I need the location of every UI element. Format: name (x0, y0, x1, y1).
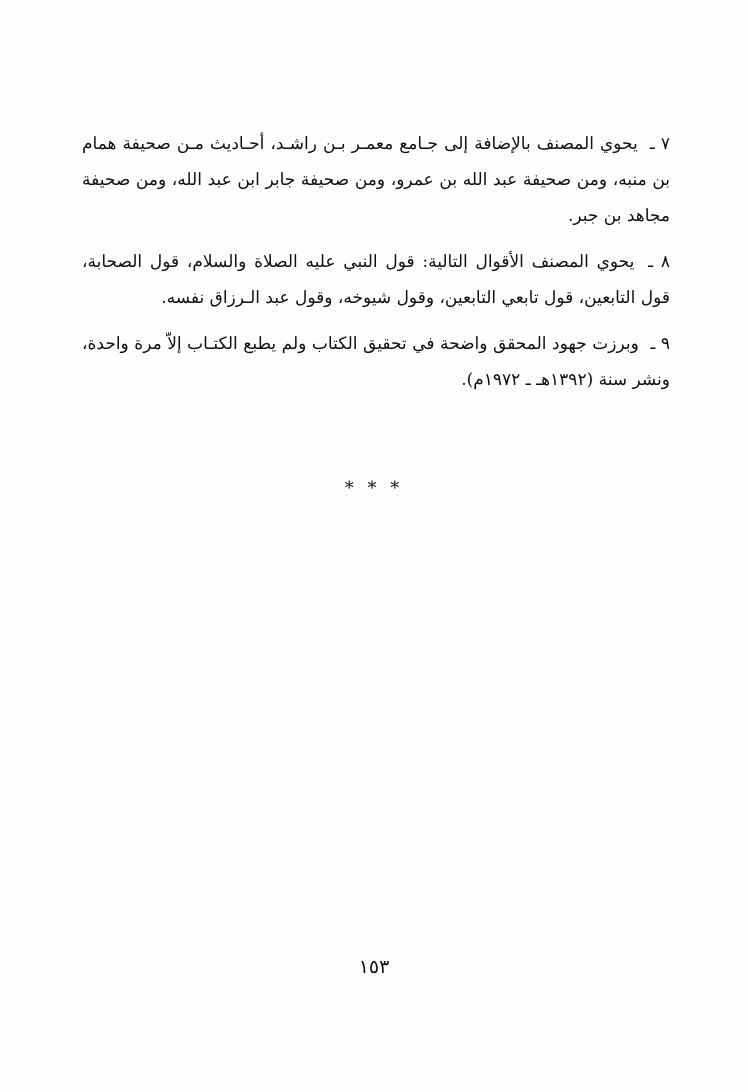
paragraph-text: يحوي المصنف الأقوال التالية: قول النبي عليه الصلاة والسلام، قول الصحابة، قول التابعين، قول تابعي التابعين، وقول شيوخه، وقول عبد الـرزاق نفسه. (82, 252, 670, 308)
paragraph-9 (82, 326, 670, 398)
paragraph-number: ٨ ـ (648, 252, 670, 272)
paragraph-text: وبرزت جهود المحقق واضحة في تحقيق الكتاب ولم يطبع الكتـاب إلاّ مرة واحدة، ونشر سنة (١٣٩٢هـ ـ ١٩٧٢م). (82, 334, 670, 390)
paragraph-number: ٧ ـ (649, 134, 670, 154)
page-number: ١٥٣ (358, 956, 390, 978)
body-text (82, 126, 670, 408)
paragraph-8 (82, 244, 670, 316)
paragraph-7 (82, 126, 670, 234)
paragraph-text: يحوي المصنف بالإضافة إلى جـامع معمـر بـن راشـد، أحـاديث مـن صحيفة همام بن منبه، ومن صحيفة عبد الله بن عمرو، ومن صحيفة جابر ابن عبد الله، ومن صحيفة مجاهد بن جبر. (82, 134, 670, 226)
paragraph-number: ٩ ـ (650, 334, 670, 354)
section-separator: * * * (344, 478, 404, 499)
